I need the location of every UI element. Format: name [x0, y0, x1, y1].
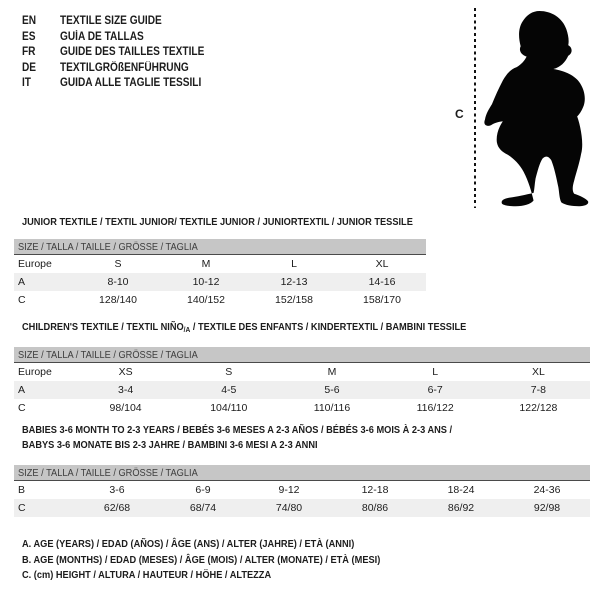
size-cell: 6-9: [195, 484, 211, 496]
size-cell: 122/128: [519, 402, 558, 414]
size-cell: 9-12: [278, 484, 300, 496]
size-cell: 3-4: [118, 384, 134, 396]
footnote-line-b: B. AGE (MONTHS) / EDAD (MESES) / ÂGE (MOIS) / ALTER (MONATE) / ETÀ (MESI): [22, 553, 381, 566]
babies-table-title: BABIES 3-6 MONTH TO 2-3 YEARS / BEBÉS 3-6 MESES A 2-3 AÑOS / BÉBÉS 3-6 MOIS À 2-3 ANS / BABYS 3-6 MONATE BIS 2-3 JAHRE / BAMBINI 3-6 MESI A 2-3 ANNI: [22, 424, 453, 451]
table-row-age: [14, 381, 590, 399]
language-title: GUIDA ALLE TAGLIE TESSILI: [60, 77, 202, 90]
size-cell: 140/152: [187, 294, 225, 306]
size-cell: 3-6: [109, 484, 125, 496]
language-title: GUÍA DE TALLAS: [60, 30, 144, 43]
size-cell: 80/86: [361, 502, 389, 514]
row-label: Europe: [18, 366, 52, 378]
size-cell: 24-36: [533, 484, 561, 496]
language-title-list: [22, 14, 224, 92]
size-band-row: [14, 347, 590, 363]
footnote-line-c: C. (cm) HEIGHT / ALTURA / HAUTEUR / HÖHE / ALTEZZA: [22, 569, 272, 582]
size-cell: XL: [375, 258, 389, 270]
subscript-a: /A: [183, 325, 191, 334]
row-label: C: [18, 402, 26, 414]
size-cell: XS: [118, 366, 133, 378]
size-cell: 158/170: [363, 294, 401, 306]
size-cell: M: [327, 366, 337, 378]
size-cell: S: [225, 366, 233, 378]
language-row-it: [22, 76, 224, 92]
junior-size-table: [14, 239, 426, 309]
size-cell: M: [201, 258, 211, 270]
table-row-europe: [14, 255, 426, 274]
size-cell: 98/104: [109, 402, 142, 414]
size-cell: 10-12: [192, 276, 220, 288]
size-cell: 110/116: [313, 402, 351, 414]
size-cell: 74/80: [275, 502, 303, 514]
height-label-c: C: [455, 107, 464, 121]
language-row-es: [22, 30, 224, 46]
size-cell: 6-7: [427, 384, 443, 396]
language-code: FR: [22, 46, 36, 59]
language-code: EN: [22, 15, 37, 27]
language-row-en: [22, 14, 224, 30]
size-band-row: [14, 465, 590, 481]
row-label: B: [18, 484, 26, 496]
size-band: SIZE / TALLA / TAILLE / GRÖSSE / TAGLIA: [14, 239, 426, 255]
row-label: A: [18, 276, 26, 288]
size-band-row: [14, 239, 426, 255]
size-cell: 4-5: [221, 384, 237, 396]
language-code: IT: [22, 77, 32, 90]
size-cell: 62/68: [103, 502, 131, 514]
size-cell: 8-10: [107, 276, 129, 288]
table-row-europe: [14, 363, 590, 382]
children-size-table: [14, 347, 590, 417]
size-cell: XL: [531, 366, 545, 378]
table-row-age: [14, 273, 426, 291]
size-cell: 68/74: [189, 502, 217, 514]
size-cell: S: [114, 258, 122, 270]
language-row-fr: [22, 45, 224, 61]
row-label: Europe: [18, 258, 52, 270]
babies-size-table: [14, 465, 590, 517]
children-table-title: CHILDREN'S TEXTILE / TEXTIL $NIÑO_{/A}$ / TEXTILE DES ENFANTS / KINDERTEXTIL / BAMBINI TESSILE: [22, 321, 467, 334]
language-code: DE: [22, 61, 37, 74]
size-cell: 116/122: [416, 402, 454, 414]
language-code: ES: [22, 30, 36, 43]
size-cell: 12-18: [361, 484, 389, 496]
size-cell: 152/158: [275, 294, 313, 306]
table-row-height: [14, 291, 426, 309]
size-cell: 128/140: [99, 294, 137, 306]
table-row-height: [14, 499, 590, 517]
size-cell: 92/98: [533, 502, 561, 514]
language-title: TEXTILE SIZE GUIDE: [60, 15, 162, 27]
size-cell: 12-13: [280, 276, 308, 288]
size-cell: 86/92: [447, 502, 475, 514]
junior-table-title: JUNIOR TEXTILE / TEXTIL JUNIOR/ TEXTILE JUNIOR / JUNIORTEXTIL / JUNIOR TESSILE: [22, 216, 413, 228]
language-title: GUIDE DES TAILLES TEXTILE: [60, 46, 205, 59]
size-cell: L: [291, 258, 297, 270]
size-cell: 104/110: [210, 402, 248, 414]
table-row-months: [14, 481, 590, 500]
row-label: C: [18, 294, 26, 306]
size-cell: L: [432, 366, 439, 378]
height-measure-dashed-line: [474, 8, 476, 208]
language-title: TEXTILGRÖßENFÜHRUNG: [60, 61, 189, 74]
footnote-line-a: A. AGE (YEARS) / EDAD (AÑOS) / ÂGE (ANS) / ALTER (JAHRE) / ETÀ (ANNI): [22, 538, 355, 550]
size-cell: 18-24: [447, 484, 475, 496]
size-band: SIZE / TALLA / TAILLE / GRÖSSE / TAGLIA: [14, 465, 590, 481]
row-label: C: [18, 502, 26, 514]
row-label: A: [18, 384, 26, 396]
size-cell: 7-8: [530, 384, 546, 396]
size-band: SIZE / TALLA / TAILLE / GRÖSSE / TAGLIA: [14, 347, 590, 363]
size-cell: 5-6: [324, 384, 340, 396]
footnote-legend: [22, 537, 429, 584]
toddler-silhouette-icon: [483, 10, 597, 210]
size-cell: 14-16: [368, 276, 396, 288]
language-row-de: [22, 61, 224, 77]
table-row-height: [14, 399, 590, 417]
